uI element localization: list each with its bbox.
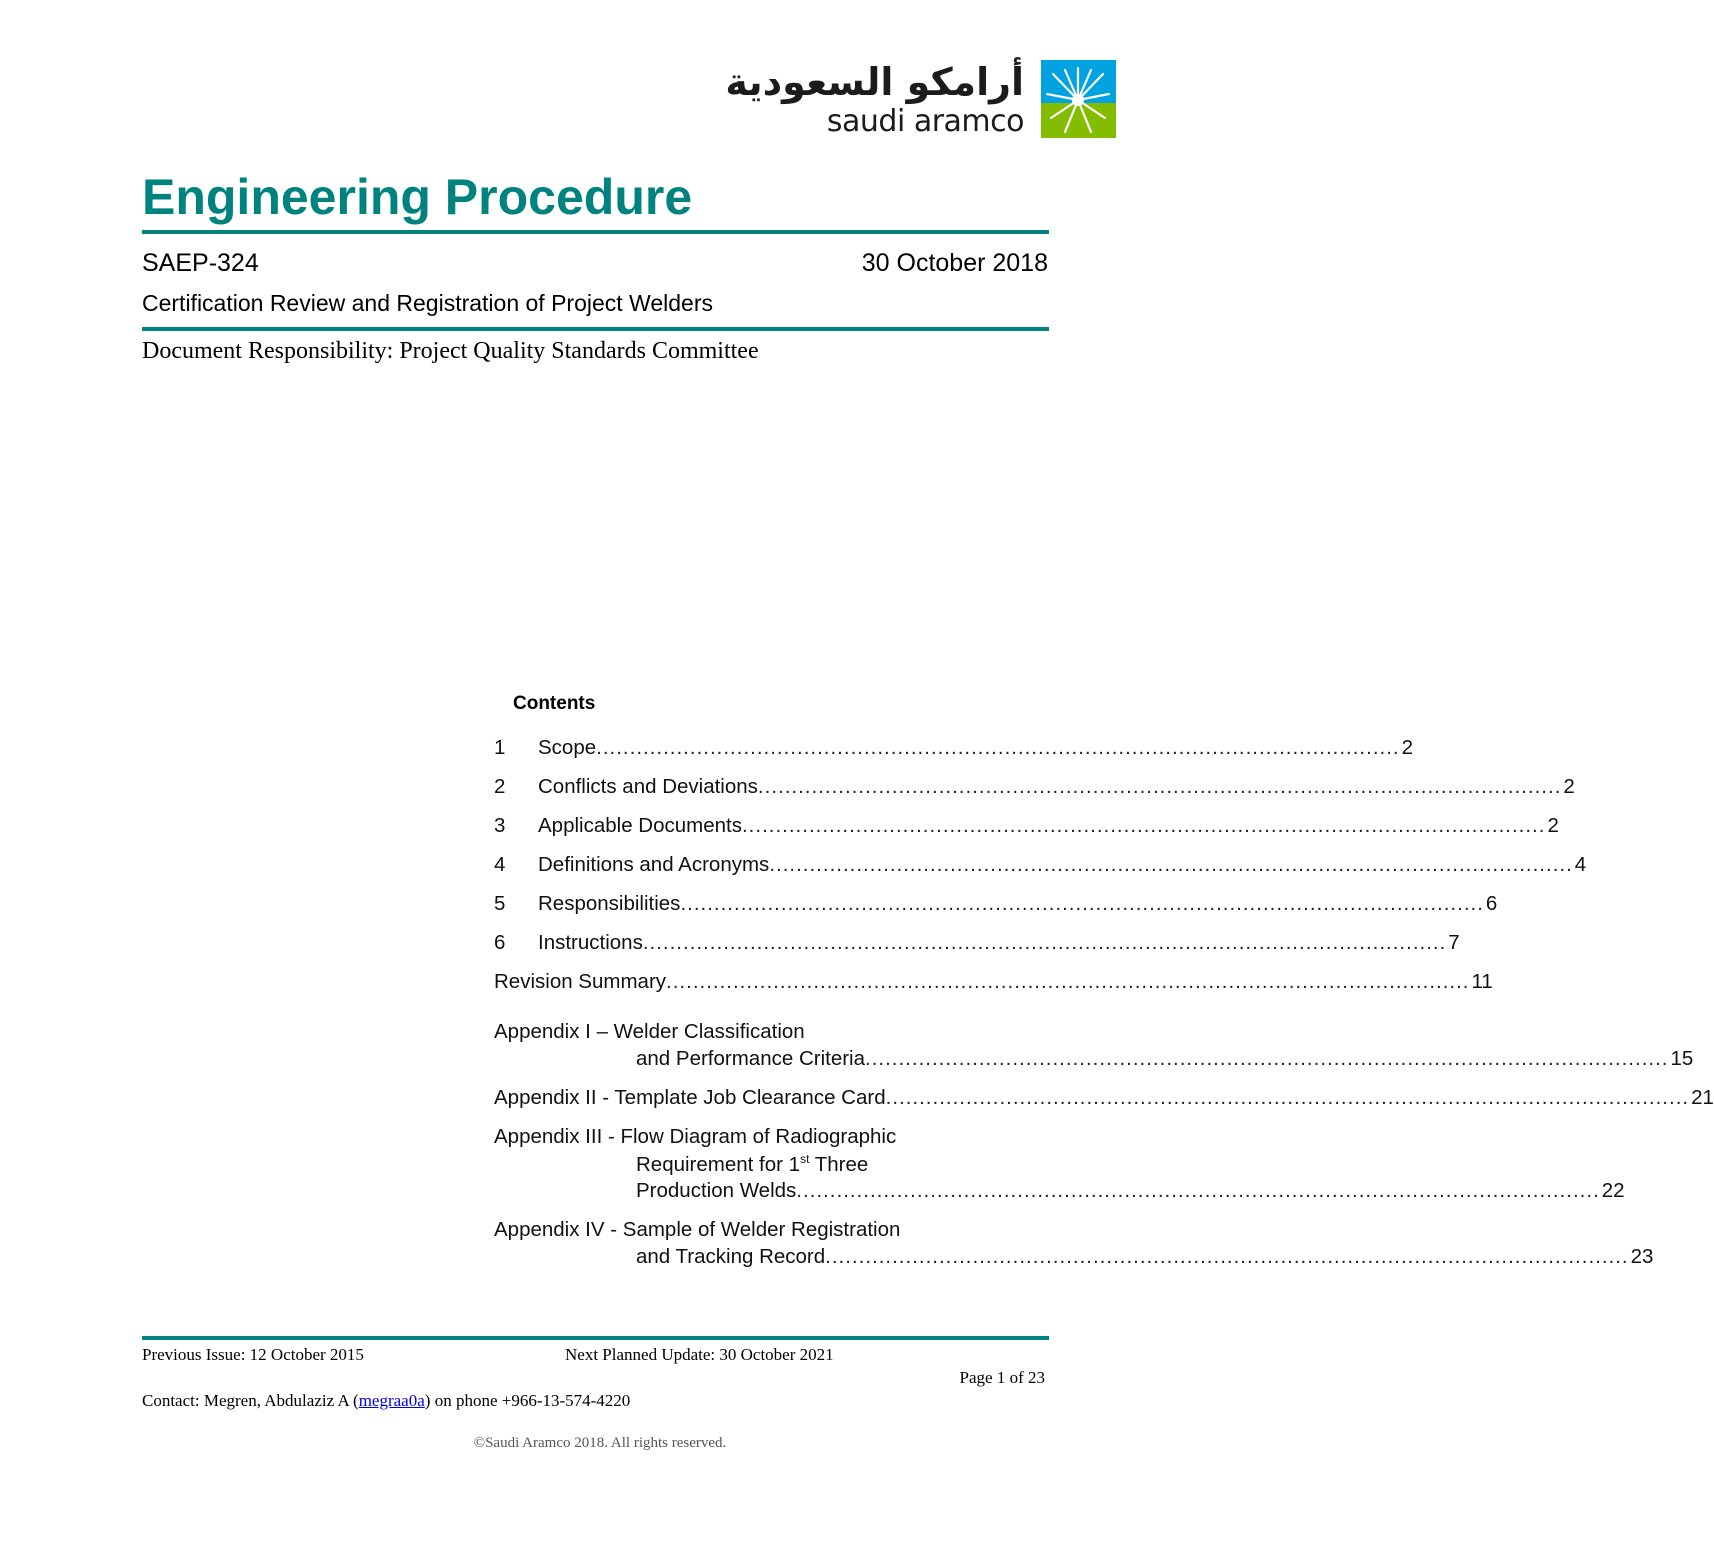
toc-appendix-3-line2-tail: Three: [809, 1152, 869, 1176]
toc-item-page: 7: [1448, 931, 1460, 954]
toc-appendix-3-superscript: st: [800, 1152, 810, 1166]
contact-email-link[interactable]: megraa0a: [358, 1391, 425, 1410]
toc-appendix-3-title[interactable]: Appendix III - Flow Diagram of Radiographic: [494, 1125, 897, 1148]
toc-leader-dots: ........................................................................................................................: [757, 775, 1562, 798]
toc-item[interactable]: [494, 931, 1460, 957]
toc-item-label: Applicable Documents: [538, 814, 742, 837]
toc-leader-dots: ........................................................................................................................: [769, 853, 1573, 876]
toc-item-label: Revision Summary: [494, 970, 667, 993]
toc-item-label: Scope: [538, 736, 597, 759]
toc-appendix-1-title[interactable]: Appendix I – Welder Classification: [494, 1020, 805, 1043]
logo-arabic-text: أرامكو السعودية: [725, 60, 1024, 104]
toc-item-number: 3: [494, 814, 506, 837]
toc-item-page: 15: [1670, 1047, 1694, 1070]
toc-appendix-3[interactable]: [636, 1179, 1625, 1205]
toc-item-label: Responsibilities: [538, 892, 681, 915]
toc-leader-dots: ........................................................................................................................: [642, 931, 1447, 954]
toc-item-page: 2: [1401, 736, 1414, 759]
copyright-notice: ©Saudi Aramco 2018. All rights reserved.: [473, 1435, 727, 1451]
header-rule-bottom: [142, 327, 1049, 331]
document-number: SAEP-324: [142, 249, 259, 277]
toc-item-page: 2: [1563, 775, 1575, 798]
toc-item-label: and Performance Criteria: [636, 1047, 866, 1070]
toc-item-number: 1: [494, 736, 506, 759]
document-date: 30 October 2018: [861, 249, 1048, 277]
toc-item-label: Instructions: [538, 931, 643, 954]
toc-item[interactable]: [494, 853, 1587, 879]
toc-item-number: 5: [494, 892, 506, 915]
next-planned-update: Next Planned Update: 30 October 2021: [565, 1345, 834, 1364]
toc-leader-dots: ........................................................................................................................: [796, 1179, 1600, 1202]
toc-item[interactable]: [494, 814, 1559, 840]
document-type-title: Engineering Procedure: [142, 169, 693, 225]
toc-appendix-3-line2-text: Requirement for 1: [636, 1152, 801, 1176]
page-number: Page 1 of 23: [959, 1368, 1045, 1387]
aramco-star-icon: [1041, 60, 1116, 138]
document-subtitle: Certification Review and Registration of Project Welders: [142, 290, 713, 316]
toc-appendix-4-title[interactable]: Appendix IV - Sample of Welder Registration: [494, 1218, 901, 1241]
saudi-aramco-logo: [725, 58, 1116, 142]
toc-item-label: Definitions and Acronyms: [538, 853, 770, 876]
toc-item-number: 4: [494, 853, 506, 876]
toc-item-page: 2: [1547, 814, 1559, 837]
contact-prefix: Contact: Megren, Abdulaziz A (: [142, 1391, 359, 1410]
toc-item[interactable]: [494, 775, 1575, 801]
contact-line: [142, 1391, 630, 1411]
toc-item-label: and Tracking Record: [636, 1245, 826, 1268]
toc-item-number: 6: [494, 931, 506, 954]
toc-item-page: 11: [1471, 970, 1493, 993]
toc-leader-dots: ........................................................................................................................: [680, 892, 1484, 915]
contact-suffix: ) on phone +966-13-574-4220: [424, 1391, 631, 1410]
toc-item[interactable]: [494, 892, 1498, 918]
toc-item-label: Conflicts and Deviations: [538, 775, 758, 798]
toc-leader-dots: ........................................................................................................................: [885, 1086, 1690, 1109]
toc-item-number: 2: [494, 775, 506, 798]
logo-latin-text: saudi aramco: [826, 104, 1024, 139]
toc-appendix-2[interactable]: [494, 1086, 1714, 1112]
toc-leader-dots: ........................................................................................................................: [666, 970, 1470, 993]
toc-appendix-1[interactable]: [636, 1047, 1694, 1073]
contents-heading: Contents: [513, 693, 596, 714]
toc-item-label: Production Welds: [636, 1179, 797, 1202]
toc-item-label: Appendix II - Template Job Clearance Card: [494, 1086, 886, 1109]
toc-leader-dots: ........................................................................................................................: [741, 814, 1546, 837]
toc-item-page: 4: [1574, 853, 1587, 876]
document-responsibility: Document Responsibility: Project Quality Standards Committee: [142, 338, 759, 364]
toc-appendix-4[interactable]: [636, 1245, 1654, 1271]
footer-rule: [142, 1336, 1049, 1340]
header-rule-top: [142, 230, 1049, 234]
toc-item-page: 21: [1691, 1086, 1714, 1109]
toc-leader-dots: ........................................................................................................................: [825, 1245, 1629, 1268]
toc-revision-summary[interactable]: [494, 970, 1493, 996]
toc-item-page: 23: [1630, 1245, 1654, 1268]
toc-leader-dots: ........................................................................................................................: [596, 736, 1400, 759]
toc-appendix-3-line2[interactable]: [636, 1152, 868, 1177]
toc-leader-dots: ........................................................................................................................: [865, 1047, 1669, 1070]
toc-item-page: 6: [1485, 892, 1498, 915]
toc-item[interactable]: [494, 736, 1414, 762]
previous-issue: Previous Issue: 12 October 2015: [142, 1345, 364, 1364]
toc-item-page: 22: [1601, 1179, 1625, 1202]
